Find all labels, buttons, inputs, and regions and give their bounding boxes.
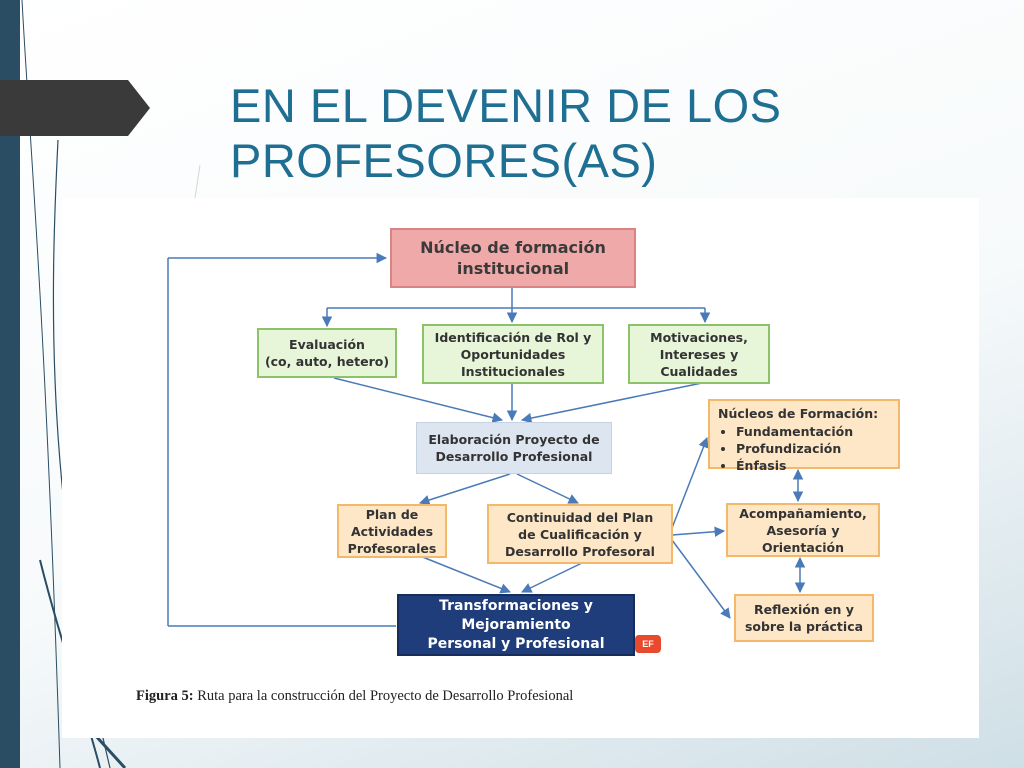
box-text: Continuidad del Plan — [506, 509, 654, 525]
nucleo-formacion-institucional-box — [390, 228, 636, 288]
box-text: Profesorales — [347, 540, 437, 556]
badge-icon: EF — [635, 635, 661, 653]
box-text: Orientación — [761, 539, 845, 555]
title-line-1: EN EL DEVENIR DE LOS — [230, 79, 782, 132]
box-text: Acompañamiento, — [739, 505, 867, 521]
figure-caption — [136, 688, 573, 705]
box-text: Desarrollo Profesoral — [505, 543, 655, 559]
box-text: Núcleo de formación — [420, 238, 606, 257]
slide-title — [230, 78, 782, 188]
list-item: • Profundización — [736, 440, 853, 457]
box-text: Identificación de Rol y — [434, 329, 592, 345]
title-tab-shape — [0, 80, 150, 136]
nucleos-list — [718, 423, 853, 474]
box-text: Elaboración Proyecto de — [428, 432, 600, 447]
box-text: institucional — [456, 259, 570, 278]
caption-text: Ruta para la construcción del Proyecto de Desarrollo Profesional — [193, 688, 574, 704]
box-text: Oportunidades — [460, 346, 566, 362]
box-text: Reflexión en y — [754, 602, 854, 617]
nucleos-formacion-box — [708, 399, 900, 473]
box-text: Asesoría y — [766, 522, 840, 538]
identificacion-rol-box — [422, 324, 604, 384]
box-text: Institucionales — [461, 363, 565, 379]
motivaciones-box — [628, 324, 770, 384]
box-text: sobre la práctica — [744, 619, 864, 634]
acompanamiento-box — [726, 503, 880, 557]
caption-label: Figura 5: — [136, 688, 194, 704]
plan-actividades-box — [337, 504, 447, 558]
box-text: de Cualificación y — [518, 526, 642, 542]
list-item: • Fundamentación — [736, 423, 853, 440]
box-text: Plan de — [365, 506, 419, 522]
evaluacion-box — [257, 328, 397, 378]
elaboracion-proyecto-box — [416, 422, 612, 474]
box-text: Mejoramiento — [461, 616, 571, 633]
box-text: Motivaciones, — [650, 329, 748, 345]
box-text: (co, auto, hetero) — [264, 354, 390, 369]
box-text: Evaluación — [289, 337, 365, 352]
list-heading: Núcleos de Formación: — [718, 406, 879, 421]
continuidad-plan-box — [487, 504, 673, 564]
diagram-figure — [62, 198, 979, 738]
title-line-2: PROFESORES(AS) — [230, 134, 658, 187]
box-text: Cualidades — [660, 363, 738, 379]
box-text: Desarrollo Profesional — [435, 449, 593, 464]
box-text: Transformaciones y — [439, 597, 593, 614]
reflexion-box — [734, 594, 874, 642]
box-text: Actividades — [350, 523, 434, 539]
transformaciones-box — [397, 594, 635, 656]
list-item: • Énfasis — [736, 457, 853, 474]
box-text: Intereses y — [659, 346, 739, 362]
box-text: Personal y Profesional — [427, 635, 605, 652]
